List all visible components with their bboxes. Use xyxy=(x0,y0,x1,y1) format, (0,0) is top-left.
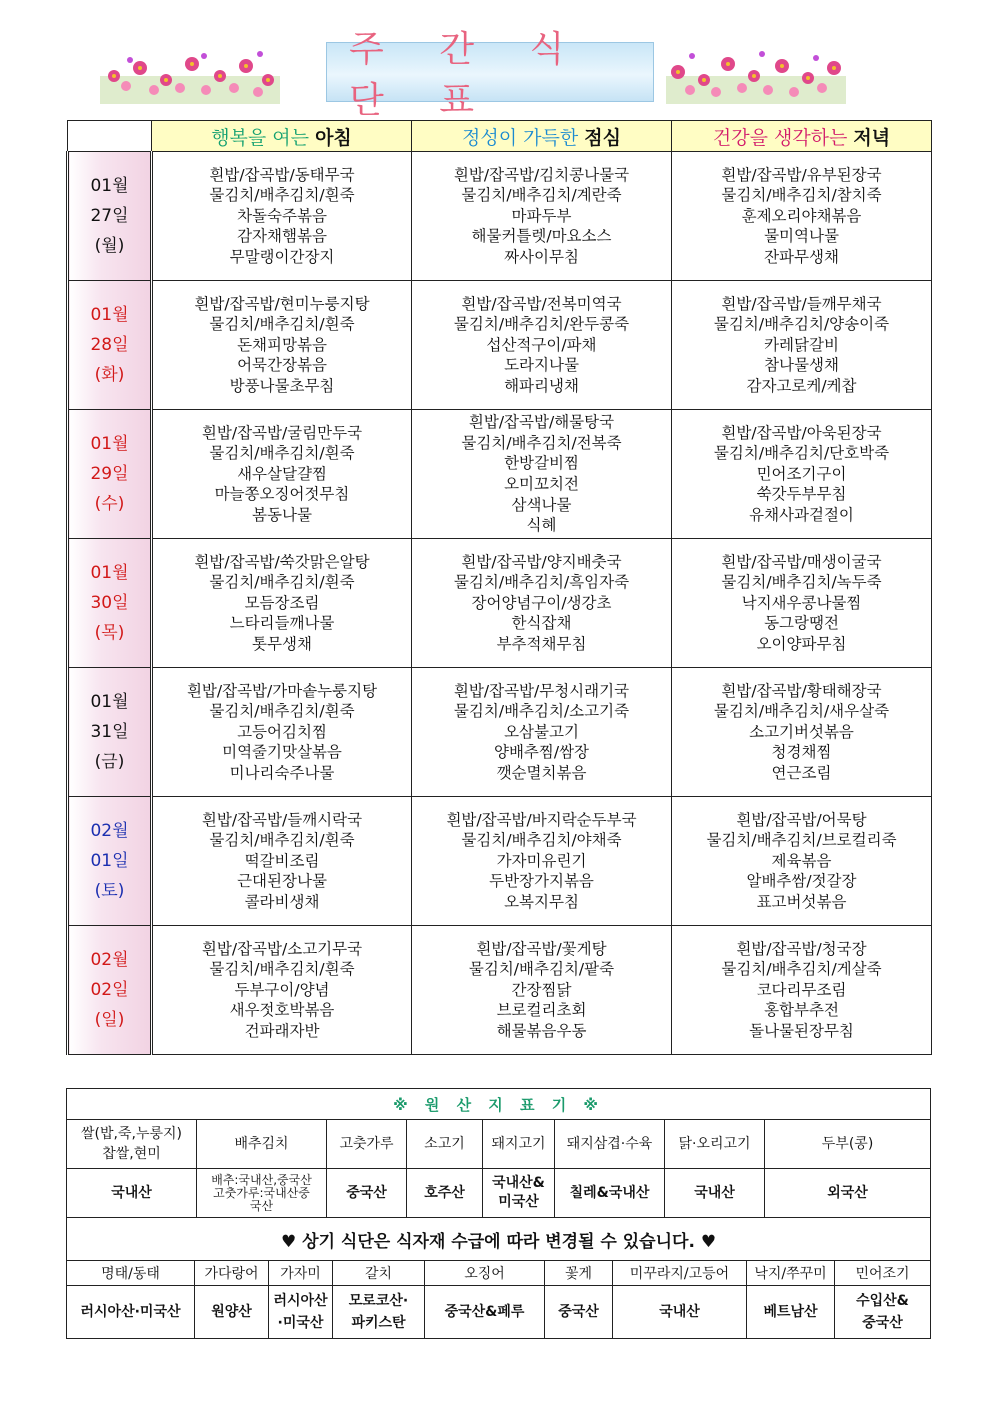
menu-item: 깻순멸치볶음 xyxy=(496,763,587,782)
header-corner xyxy=(68,121,152,152)
menu-item: 오미꼬치전 xyxy=(504,475,579,493)
menu-item: 흰밥/잡곡밥/소고기무국 xyxy=(201,939,363,958)
lunch-cell xyxy=(412,281,672,410)
menu-item: 민어조기구이 xyxy=(756,464,847,483)
menu-item: 알배추쌈/젓갈장 xyxy=(746,872,857,891)
menu-item: 콜라비생채 xyxy=(244,892,320,911)
dinner-cell xyxy=(672,281,932,410)
menu-item: 유채사과겉절이 xyxy=(749,505,854,524)
dinner-cell xyxy=(672,668,932,797)
flower-decoration-right-icon xyxy=(666,46,846,104)
menu-item: 물김치/배추김치/흰죽 xyxy=(209,315,355,334)
flower-decoration-left-icon xyxy=(100,46,280,104)
menu-item: 식혜 xyxy=(526,516,557,535)
date-day: 02일 xyxy=(90,980,129,1000)
menu-item: 흰밥/잡곡밥/매생이굴국 xyxy=(721,552,882,571)
menu-item: 감자고로케/케찹 xyxy=(746,376,857,395)
breakfast-cell xyxy=(152,926,412,1055)
menu-item: 흰밥/잡곡밥/청국장 xyxy=(736,939,867,958)
menu-item: 고등어김치찜 xyxy=(237,722,327,741)
menu-day-row xyxy=(68,926,932,1055)
date-weekday: (목) xyxy=(94,623,125,643)
menu-item: 물김치/배추김치/흰죽 xyxy=(209,444,355,463)
menu-item: 물김치/배추김치/브로컬리죽 xyxy=(706,831,897,850)
origin-label-pork-belly: 돼지삼겹·수육 xyxy=(555,1120,665,1169)
dinner-cell xyxy=(672,797,932,926)
lunch-cell xyxy=(412,797,672,926)
date-cell xyxy=(68,410,152,539)
menu-item: 흰밥/잡곡밥/김치콩나물국 xyxy=(453,165,630,184)
menu-item: 물김치/배추김치/소고기죽 xyxy=(453,702,630,721)
menu-day-row xyxy=(68,797,932,926)
date-cell xyxy=(68,668,152,797)
origin-label-flounder: 가자미 xyxy=(269,1261,333,1286)
menu-item: 브로컬리초회 xyxy=(496,1001,587,1020)
menu-header-row xyxy=(68,121,932,152)
dinner-cell xyxy=(672,410,932,539)
date-month: 01월 xyxy=(90,563,129,583)
menu-item: 낙지새우콩나물찜 xyxy=(741,593,862,612)
date-cell xyxy=(68,797,152,926)
menu-item: 한식잡채 xyxy=(511,614,572,633)
menu-item: 돈채피망볶음 xyxy=(237,335,327,354)
breakfast-cell xyxy=(152,668,412,797)
breakfast-cell xyxy=(152,281,412,410)
menu-item: 쑥갓두부무침 xyxy=(756,485,847,504)
date-day: 29일 xyxy=(90,464,129,484)
origin-value-croaker: 수입산& 중국산 xyxy=(835,1286,931,1339)
origin-table-seafood xyxy=(66,1260,931,1339)
menu-item: 제육볶음 xyxy=(771,851,832,870)
menu-item: 물김치/배추김치/게살죽 xyxy=(721,960,882,979)
page-title: 주 간 식 단 표 xyxy=(349,29,587,121)
menu-item: 돌나물된장무침 xyxy=(749,1021,854,1040)
menu-item: 흰밥/잡곡밥/어묵탕 xyxy=(736,810,867,829)
menu-item: 잔파무생채 xyxy=(764,247,839,266)
date-weekday: (화) xyxy=(94,365,125,385)
menu-item: 흰밥/잡곡밥/굴림만두국 xyxy=(201,423,363,442)
menu-item: 물김치/배추김치/단호박죽 xyxy=(713,444,890,463)
origin-table xyxy=(66,1088,931,1261)
origin-title: ※ 원 산 지 표 기 ※ xyxy=(67,1089,931,1120)
menu-item: 홍합부추전 xyxy=(764,1001,839,1020)
menu-item: 표고버섯볶음 xyxy=(756,892,847,911)
origin-label-pepper: 고춧가루 xyxy=(327,1120,407,1169)
origin-label-crab: 꽃게 xyxy=(545,1261,613,1286)
header-lunch: 정성이 가득한 점심 xyxy=(412,121,672,152)
origin-label-bonito: 가다랑어 xyxy=(195,1261,269,1286)
menu-item: 청경채찜 xyxy=(771,743,832,762)
menu-item: 두반장가지볶음 xyxy=(489,872,594,891)
menu-item: 모듬장조림 xyxy=(244,593,320,612)
menu-item: 마파두부 xyxy=(511,206,572,225)
menu-item: 흰밥/잡곡밥/꽃게탕 xyxy=(476,939,607,958)
menu-item: 새우젓호박볶음 xyxy=(229,1001,335,1020)
origin-label-croaker: 민어조기 xyxy=(835,1261,931,1286)
menu-item: 차돌숙주볶음 xyxy=(237,206,327,225)
menu-item: 새우살달걀찜 xyxy=(237,464,327,483)
breakfast-cell xyxy=(152,539,412,668)
origin-value-pork: 국내산& 미국산 xyxy=(483,1169,555,1218)
header-dinner: 건강을 생각하는 저녁 xyxy=(672,121,932,152)
menu-item: 톳무생채 xyxy=(252,634,312,653)
menu-item: 섭산적구이/파채 xyxy=(486,335,597,354)
date-cell xyxy=(68,152,152,281)
dinner-cell xyxy=(672,152,932,281)
date-weekday: (월) xyxy=(94,236,125,256)
origin-value-squid: 중국산&페루 xyxy=(425,1286,545,1339)
page-header xyxy=(0,29,992,121)
origin-label-pork: 돼지고기 xyxy=(483,1120,555,1169)
menu-item: 두부구이/양념 xyxy=(234,980,330,999)
menu-item: 물김치/배추김치/흰죽 xyxy=(209,186,355,205)
lunch-cell xyxy=(412,152,672,281)
page-title-box xyxy=(326,29,654,121)
date-day: 01일 xyxy=(90,851,129,871)
origin-label-pollack: 명태/동태 xyxy=(67,1261,195,1286)
origin-value-flounder: 러시아산 ·미국산 xyxy=(269,1286,333,1339)
menu-change-notice: ♥ 상기 식단은 식자재 수급에 따라 변경될 수 있습니다. ♥ xyxy=(67,1218,931,1261)
menu-item: 물김치/배추김치/전복죽 xyxy=(461,433,622,452)
date-weekday: (토) xyxy=(94,881,125,901)
breakfast-cell xyxy=(152,152,412,281)
menu-item: 흰밥/잡곡밥/전복미역국 xyxy=(461,294,622,313)
menu-item: 감자채햄볶음 xyxy=(237,227,327,246)
date-month: 01월 xyxy=(90,176,129,196)
header-lunch-strong: 점심 xyxy=(584,126,621,149)
weekly-menu-table xyxy=(66,120,932,1055)
origin-value-beef: 호주산 xyxy=(407,1169,483,1218)
menu-item: 떡갈비조림 xyxy=(244,851,320,870)
dinner-cell xyxy=(672,926,932,1055)
origin-value-rice: 국내산 xyxy=(67,1169,197,1218)
menu-item: 봄동나물 xyxy=(252,505,312,524)
menu-item: 물김치/배추김치/흰죽 xyxy=(209,573,355,592)
origin-value-kimchi: 배추:국내산,중국산 고춧가루:국내산중 국산 xyxy=(197,1169,327,1218)
lunch-cell xyxy=(412,926,672,1055)
menu-item: 간장찜닭 xyxy=(511,980,572,999)
menu-item: 참나물생채 xyxy=(764,356,839,375)
menu-item: 근대된장나물 xyxy=(237,872,327,891)
menu-item: 마늘쫑오징어젓무침 xyxy=(214,485,350,504)
date-weekday: (금) xyxy=(94,752,125,772)
menu-item: 해물커틀렛/마요소스 xyxy=(471,227,612,246)
menu-item: 흰밥/잡곡밥/아욱된장국 xyxy=(721,423,882,442)
date-day: 31일 xyxy=(90,722,129,742)
menu-item: 양배추찜/쌈장 xyxy=(493,743,590,762)
date-day: 28일 xyxy=(90,335,129,355)
menu-item: 방풍나물초무침 xyxy=(229,376,335,395)
menu-item: 미나리숙주나물 xyxy=(229,763,335,782)
menu-day-row xyxy=(68,539,932,668)
menu-item: 물김치/배추김치/팥죽 xyxy=(468,960,615,979)
date-day: 27일 xyxy=(90,206,129,226)
menu-item: 물김치/배추김치/참치죽 xyxy=(721,186,882,205)
menu-item: 훈제오리야채볶음 xyxy=(741,206,862,225)
menu-item: 소고기버섯볶음 xyxy=(749,722,854,741)
origin-value-octopus: 베트남산 xyxy=(747,1286,835,1339)
origin-value-pork-belly: 칠레&국내산 xyxy=(555,1169,665,1218)
menu-item: 물김치/배추김치/흰죽 xyxy=(209,831,355,850)
menu-item: 흰밥/잡곡밥/현미누룽지탕 xyxy=(194,294,370,313)
origin-value-crab: 중국산 xyxy=(545,1286,613,1339)
menu-day-row xyxy=(68,152,932,281)
date-month: 01월 xyxy=(90,434,129,454)
menu-item: 오복지무침 xyxy=(504,892,579,911)
lunch-cell xyxy=(412,410,672,539)
menu-item: 흰밥/잡곡밥/쑥갓맑은알탕 xyxy=(194,552,370,571)
date-month: 02월 xyxy=(90,821,129,841)
menu-item: 흰밥/잡곡밥/바지락순두부국 xyxy=(446,810,637,829)
menu-item: 흰밥/잡곡밥/유부된장국 xyxy=(721,165,882,184)
origin-value-pepper: 중국산 xyxy=(327,1169,407,1218)
menu-item: 부추적채무침 xyxy=(496,634,587,653)
menu-item: 삼색나물 xyxy=(511,495,572,514)
origin-label-poultry: 닭·오리고기 xyxy=(665,1120,765,1169)
breakfast-cell xyxy=(152,410,412,539)
dinner-cell xyxy=(672,539,932,668)
header-breakfast: 행복을 여는 아침 xyxy=(152,121,412,152)
date-weekday: (일) xyxy=(94,1010,125,1030)
origin-value-tofu: 외국산 xyxy=(765,1169,931,1218)
lunch-cell xyxy=(412,668,672,797)
date-weekday: (수) xyxy=(94,494,125,514)
origin-value-hairtail: 모로코산· 파키스탄 xyxy=(333,1286,425,1339)
date-day: 30일 xyxy=(90,593,129,613)
menu-item: 물김치/배추김치/새우살죽 xyxy=(713,702,890,721)
menu-item: 어묵간장볶음 xyxy=(237,356,327,375)
menu-item: 흰밥/잡곡밥/가마솥누룽지탕 xyxy=(186,681,378,700)
origin-label-kimchi: 배추김치 xyxy=(197,1120,327,1169)
date-cell xyxy=(68,926,152,1055)
origin-label-rice: 쌀(밥,죽,누룽지) 찹쌀,현미 xyxy=(67,1120,197,1169)
menu-item: 물김치/배추김치/양송이죽 xyxy=(713,315,890,334)
menu-item: 흰밥/잡곡밥/황태해장국 xyxy=(721,681,882,700)
menu-day-row xyxy=(68,410,932,539)
menu-item: 오이양파무침 xyxy=(756,634,847,653)
menu-item: 오삼불고기 xyxy=(504,722,579,741)
menu-item: 물미역나물 xyxy=(764,227,839,246)
date-cell xyxy=(68,539,152,668)
menu-item: 코다리무조림 xyxy=(756,980,847,999)
menu-item: 물김치/배추김치/녹두죽 xyxy=(721,573,882,592)
header-dinner-strong: 저녁 xyxy=(853,126,891,149)
menu-day-row xyxy=(68,281,932,410)
breakfast-cell xyxy=(152,797,412,926)
menu-item: 흰밥/잡곡밥/무청시래기국 xyxy=(453,681,630,700)
menu-item: 장어양념구이/생강초 xyxy=(471,593,612,612)
menu-item: 건파래자반 xyxy=(244,1021,320,1040)
menu-item: 물김치/배추김치/흑임자죽 xyxy=(453,573,630,592)
origin-label-loach-mackerel: 미꾸라지/고등어 xyxy=(613,1261,747,1286)
origin-value-bonito: 원양산 xyxy=(195,1286,269,1339)
menu-item: 물김치/배추김치/계란죽 xyxy=(461,186,622,205)
origin-label-octopus: 낙지/쭈꾸미 xyxy=(747,1261,835,1286)
menu-day-row xyxy=(68,668,932,797)
origin-label-beef: 소고기 xyxy=(407,1120,483,1169)
menu-item: 물김치/배추김치/완두콩죽 xyxy=(453,315,630,334)
menu-item: 도라지나물 xyxy=(504,356,579,375)
menu-item: 흰밥/잡곡밥/들깨시락국 xyxy=(201,810,363,829)
origin-label-hairtail: 갈치 xyxy=(333,1261,425,1286)
menu-item: 해파리냉채 xyxy=(504,376,579,395)
menu-item: 흰밥/잡곡밥/양지배춧국 xyxy=(461,552,622,571)
origin-label-tofu: 두부(콩) xyxy=(765,1120,931,1169)
menu-item: 물김치/배추김치/흰죽 xyxy=(209,702,355,721)
date-month: 01월 xyxy=(90,692,129,712)
menu-item: 미역줄기맛살볶음 xyxy=(222,743,342,762)
lunch-cell xyxy=(412,539,672,668)
menu-item: 물김치/배추김치/흰죽 xyxy=(209,960,355,979)
menu-item: 해물볶음우동 xyxy=(496,1021,587,1040)
menu-item: 흰밥/잡곡밥/해물탕국 xyxy=(468,413,615,432)
date-month: 01월 xyxy=(90,305,129,325)
menu-item: 느타리들깨나물 xyxy=(229,614,335,633)
origin-value-poultry: 국내산 xyxy=(665,1169,765,1218)
menu-item: 흰밥/잡곡밥/동태무국 xyxy=(209,165,355,184)
date-month: 02월 xyxy=(90,950,129,970)
menu-item: 물김치/배추김치/야채죽 xyxy=(461,831,622,850)
header-breakfast-strong: 아침 xyxy=(315,126,352,149)
menu-item: 짜사이무침 xyxy=(504,247,579,266)
origin-value-pollack: 러시아산·미국산 xyxy=(67,1286,195,1339)
menu-item: 카레닭갈비 xyxy=(764,335,839,354)
menu-item: 흰밥/잡곡밥/들깨무채국 xyxy=(721,294,882,313)
origin-value-loach-mackerel: 국내산 xyxy=(613,1286,747,1339)
menu-item: 연근조림 xyxy=(771,763,832,782)
menu-item: 무말랭이간장지 xyxy=(229,247,335,266)
menu-item: 한방갈비찜 xyxy=(504,454,579,473)
menu-item: 동그랑땡전 xyxy=(764,614,839,633)
menu-item: 가자미유린기 xyxy=(496,851,587,870)
origin-label-squid: 오징어 xyxy=(425,1261,545,1286)
date-cell xyxy=(68,281,152,410)
